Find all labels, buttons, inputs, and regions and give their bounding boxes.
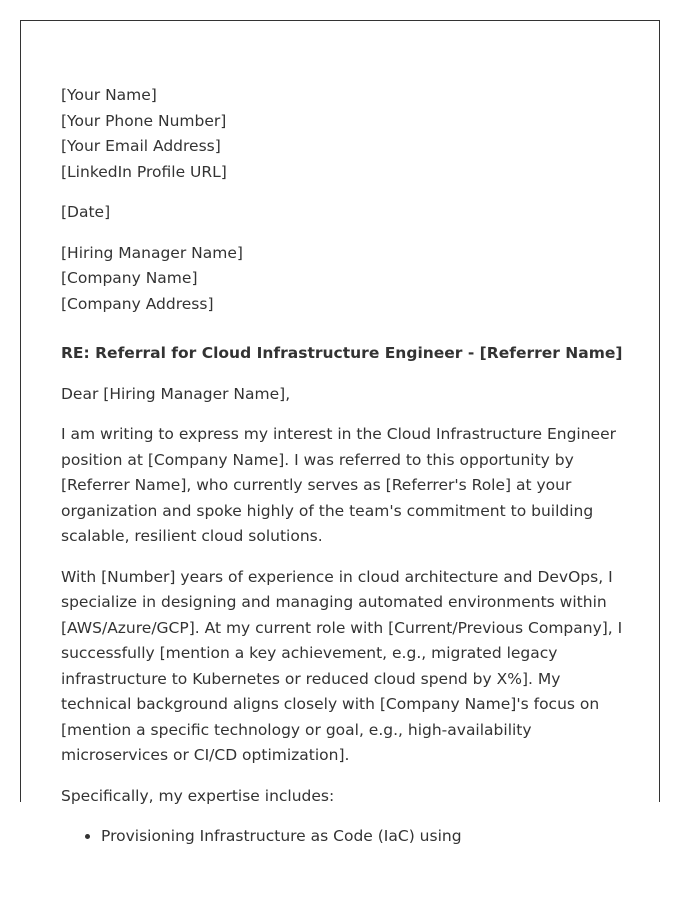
- recipient-company: [Company Name]: [61, 269, 198, 287]
- recipient-block: [61, 241, 631, 318]
- body-paragraph-1: I am writing to express my interest in the Cloud Infrastructure Engineer position at [Company Name]. I was referred to this opportunity by [Referrer Name], who currently serves as [Referrer's Role] at your organization and spoke highly of the team's commitment to building scalable, resilient cloud solutions.: [61, 425, 616, 545]
- sender-name: [Your Name]: [61, 86, 157, 104]
- sender-block: [61, 83, 631, 185]
- recipient-address: [Company Address]: [61, 294, 214, 313]
- letter-date: [Date]: [61, 203, 111, 221]
- letter-content: [61, 83, 631, 850]
- recipient-manager: [Hiring Manager Name]: [61, 243, 243, 262]
- sender-linkedin: [LinkedIn Profile URL]: [61, 162, 227, 181]
- body-paragraph-2: With [Number] years of experience in cloud architecture and DevOps, I specialize in designing and managing automated environments within [AWS/Azure/GCP]. At my current role with [Current/Previous Company], I successfully [mention a key achievement, e.g., migrated legacy infrastructure to Kubernetes or reduced cloud spend by X%]. My technical background aligns closely with [Company Name]'s focus on [mention a specific technology or goal, e.g., high-availability microservices or CI/CD optimization].: [61, 567, 623, 764]
- date-block: [61, 200, 631, 226]
- letter-page: [20, 20, 660, 845]
- sender-phone: [Your Phone Number]: [61, 111, 227, 130]
- body-paragraph-3: Specifically, my expertise includes:: [61, 786, 335, 805]
- expertise-list: [61, 824, 631, 850]
- subject-line: RE: Referral for Cloud Infrastructure Engineer - [Referrer Name]: [61, 344, 623, 362]
- salutation: Dear [Hiring Manager Name],: [61, 384, 291, 403]
- sender-email: [Your Email Address]: [61, 137, 221, 155]
- expertise-item: • Provisioning Infrastructure as Code (IaC) using: [101, 824, 631, 850]
